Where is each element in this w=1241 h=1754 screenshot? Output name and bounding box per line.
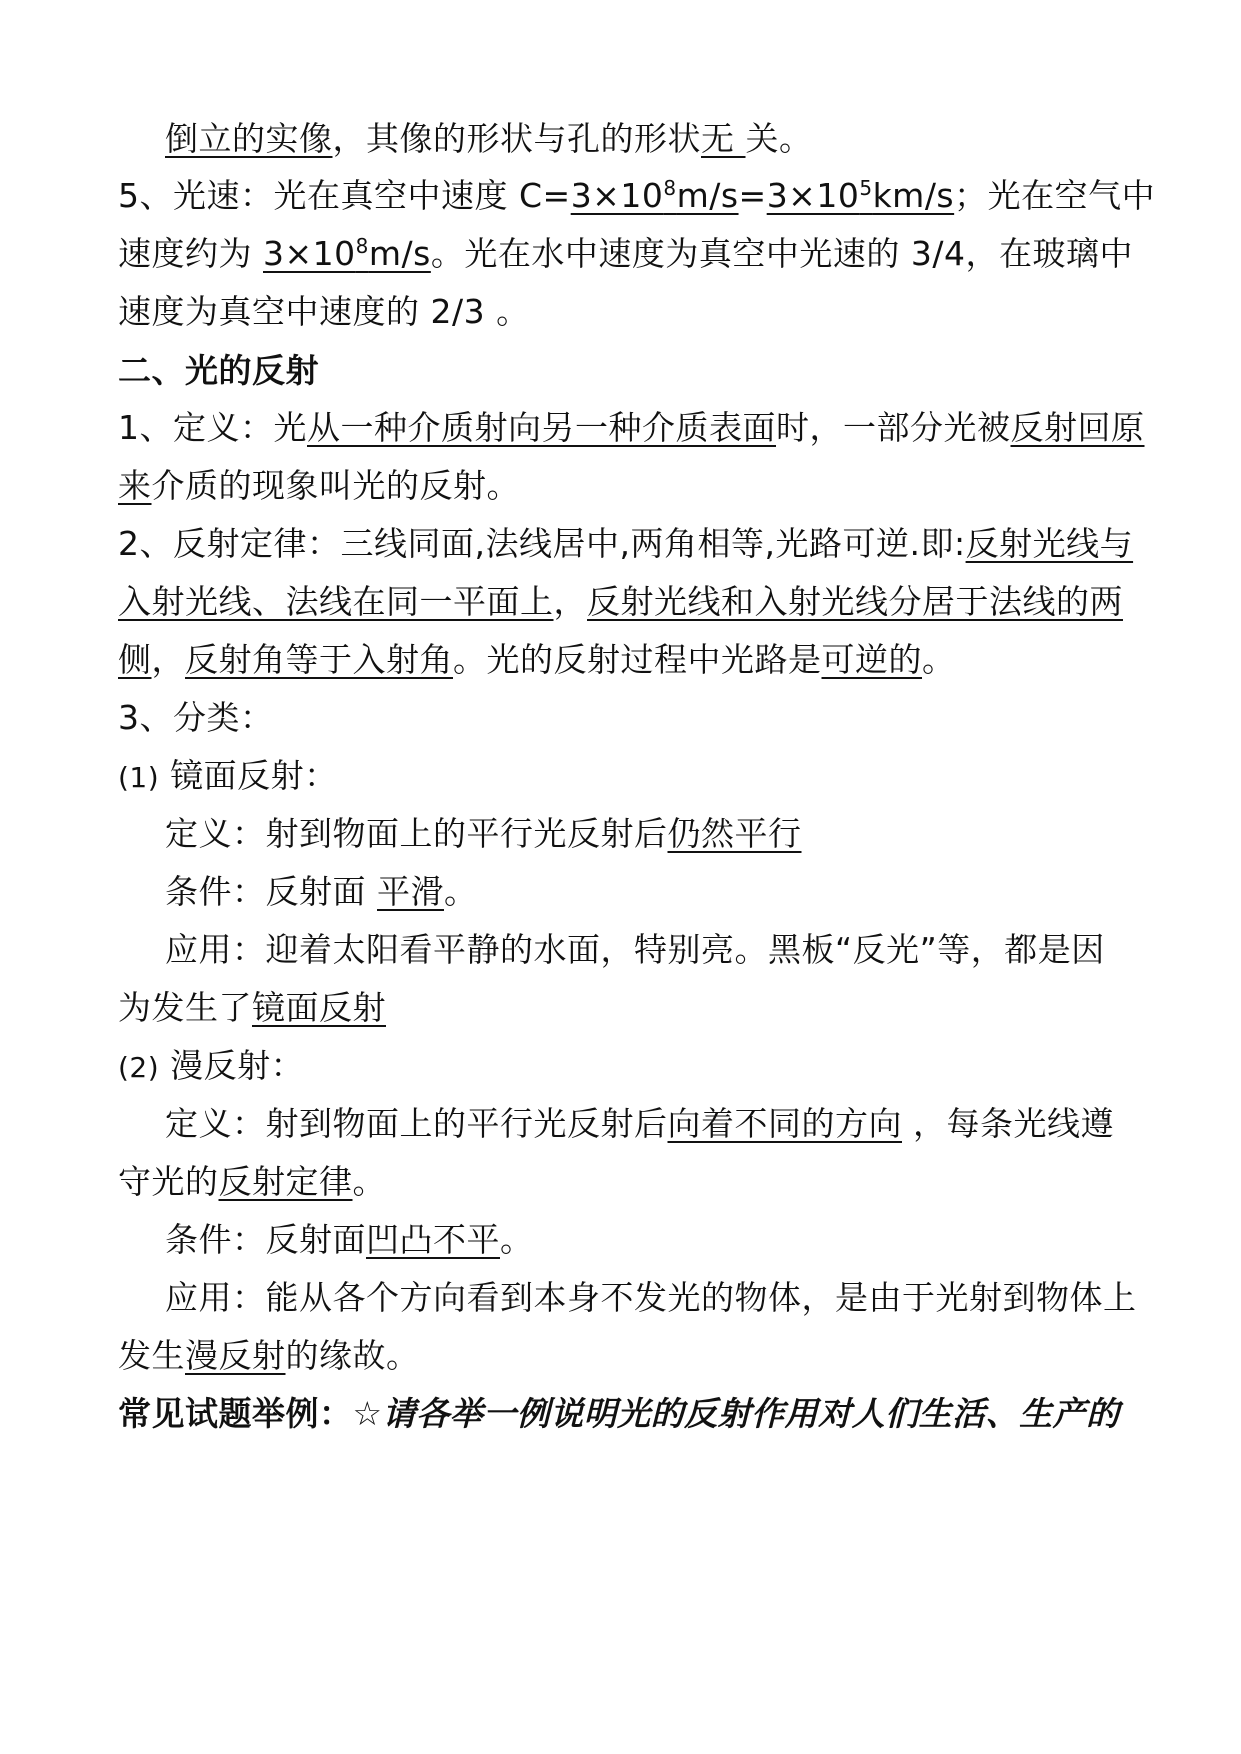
text-line [118,580,1128,624]
superscript: 5 [859,176,873,200]
superscript: 8 [663,176,677,200]
fill-answer: 漫反射 [185,1336,286,1375]
text-line [165,870,1128,914]
text-span: 漫反射： [159,1046,305,1085]
text-span: 。光在水中速度为真空中光速的 3/4，在玻璃中 [430,234,1133,273]
text-line [165,928,1128,972]
fill-answer: $3\times 10^8m/s$ [263,234,431,273]
fill-answer: 凹凸不平 [366,1220,500,1259]
text-line [118,406,1145,450]
example-question: 请各举一例说明光的反射作用对人们生活、生产的 [382,1394,1120,1433]
text-line [118,754,1128,800]
text-span: 定义：射到物面上的平行光反射后 [165,1104,668,1143]
text-span: 镜面反射： [159,756,338,795]
text-line [165,1102,1128,1146]
text-line [118,1334,1128,1378]
text-span: 3、分类： [118,698,274,737]
fill-answer: 无 [701,119,746,158]
text-span: ， [151,640,185,679]
example-label: 常见试题举例： [118,1394,353,1433]
star-icon: ☆ [352,1394,383,1433]
text-span: 2、反射定律：三线同面,法线居中,两角相等,光路可逆.即: [118,524,966,563]
fill-answer: $3\times 10^8m/s$ [570,176,739,215]
text-span: 守光的 [118,1162,219,1201]
fill-answer: 反射角等于入射角 [185,640,453,679]
text-line [118,522,1134,566]
superscript: 8 [355,234,369,258]
fill-answer: 入射光线、法线在同一平面上 [118,582,554,621]
fill-answer: 可逆的 [821,640,922,679]
fill-answer: 反射光线与 [965,524,1134,563]
text-line [118,464,1128,508]
fill-answer: 反射回原 [1010,408,1145,447]
text-span: 1、定义：光 [118,408,307,447]
text-span: 应用：能从各个方向看到本身不发光的物体，是由于光射到物体上 [165,1278,1137,1317]
fill-answer: 来 [118,466,152,505]
fill-answer: $3\times 10^5km/s$ [766,176,955,215]
text-line [118,290,1128,334]
text-line [165,812,1128,856]
text-line [118,1392,1128,1436]
list-number: (2) [118,1051,160,1084]
text-span: 5、光速：光在真空中速度 C= [118,176,571,215]
text-span: ；光在空气中 [954,176,1156,215]
text-line [118,232,1133,276]
text-span: 应用：迎着太阳看平静的水面，特别亮。黑板“反光”等，都是因 [165,930,1105,969]
text-span: 的缘故。 [285,1336,420,1375]
text-line [165,1218,1128,1262]
text-span: 速度为真空中速度的 2/3 。 [118,292,530,331]
fill-answer: 向着不同的方向 [667,1104,902,1143]
text-span: 。 [922,640,956,679]
text-span: ，每条光线遵 [902,1104,1114,1143]
text-line [118,1044,1128,1090]
text-span: 。 [444,872,478,911]
text-span: 。 [500,1220,534,1259]
text-line [118,986,1128,1030]
text-span: 时，一部分光被 [776,408,1011,447]
text-span: ，其像的形状与孔的形状 [332,119,701,158]
text-span: 介质的现象叫光的反射。 [151,466,520,505]
fill-answer: 反射定律 [218,1162,353,1201]
text-span: 定义：射到物面上的平行光反射后 [165,814,668,853]
text-line [118,638,1128,682]
fill-answer: 侧 [118,640,152,679]
text-line [118,1160,1128,1204]
fill-answer: 仍然平行 [667,814,802,853]
text-span: 。 [352,1162,386,1201]
text-line [165,1276,1137,1320]
fill-answer: 倒立的实像 [165,119,333,158]
text-span: 条件：反射面 [165,1220,366,1259]
text-span: 速度约为 [118,234,263,273]
text-span: = [738,176,767,215]
text-span: 发生 [118,1336,185,1375]
section-heading: 二、光的反射 [118,351,319,390]
fill-answer: 平滑 [377,872,444,911]
text-span: 关。 [745,119,813,158]
list-number: (1) [118,761,160,794]
fill-answer: 从一种介质射向另一种介质表面 [307,408,776,447]
text-span: 条件：反射面 [165,872,377,911]
text-line [118,174,1156,218]
text-span: ， [553,582,587,621]
text-span: 。光的反射过程中光路是 [453,640,822,679]
fill-answer: 反射光线和入射光线分居于法线的两 [587,582,1123,621]
fill-answer: 镜面反射 [252,988,386,1027]
text-line [165,117,1128,161]
text-line [118,696,1128,740]
text-span: 为发生了 [118,988,252,1027]
